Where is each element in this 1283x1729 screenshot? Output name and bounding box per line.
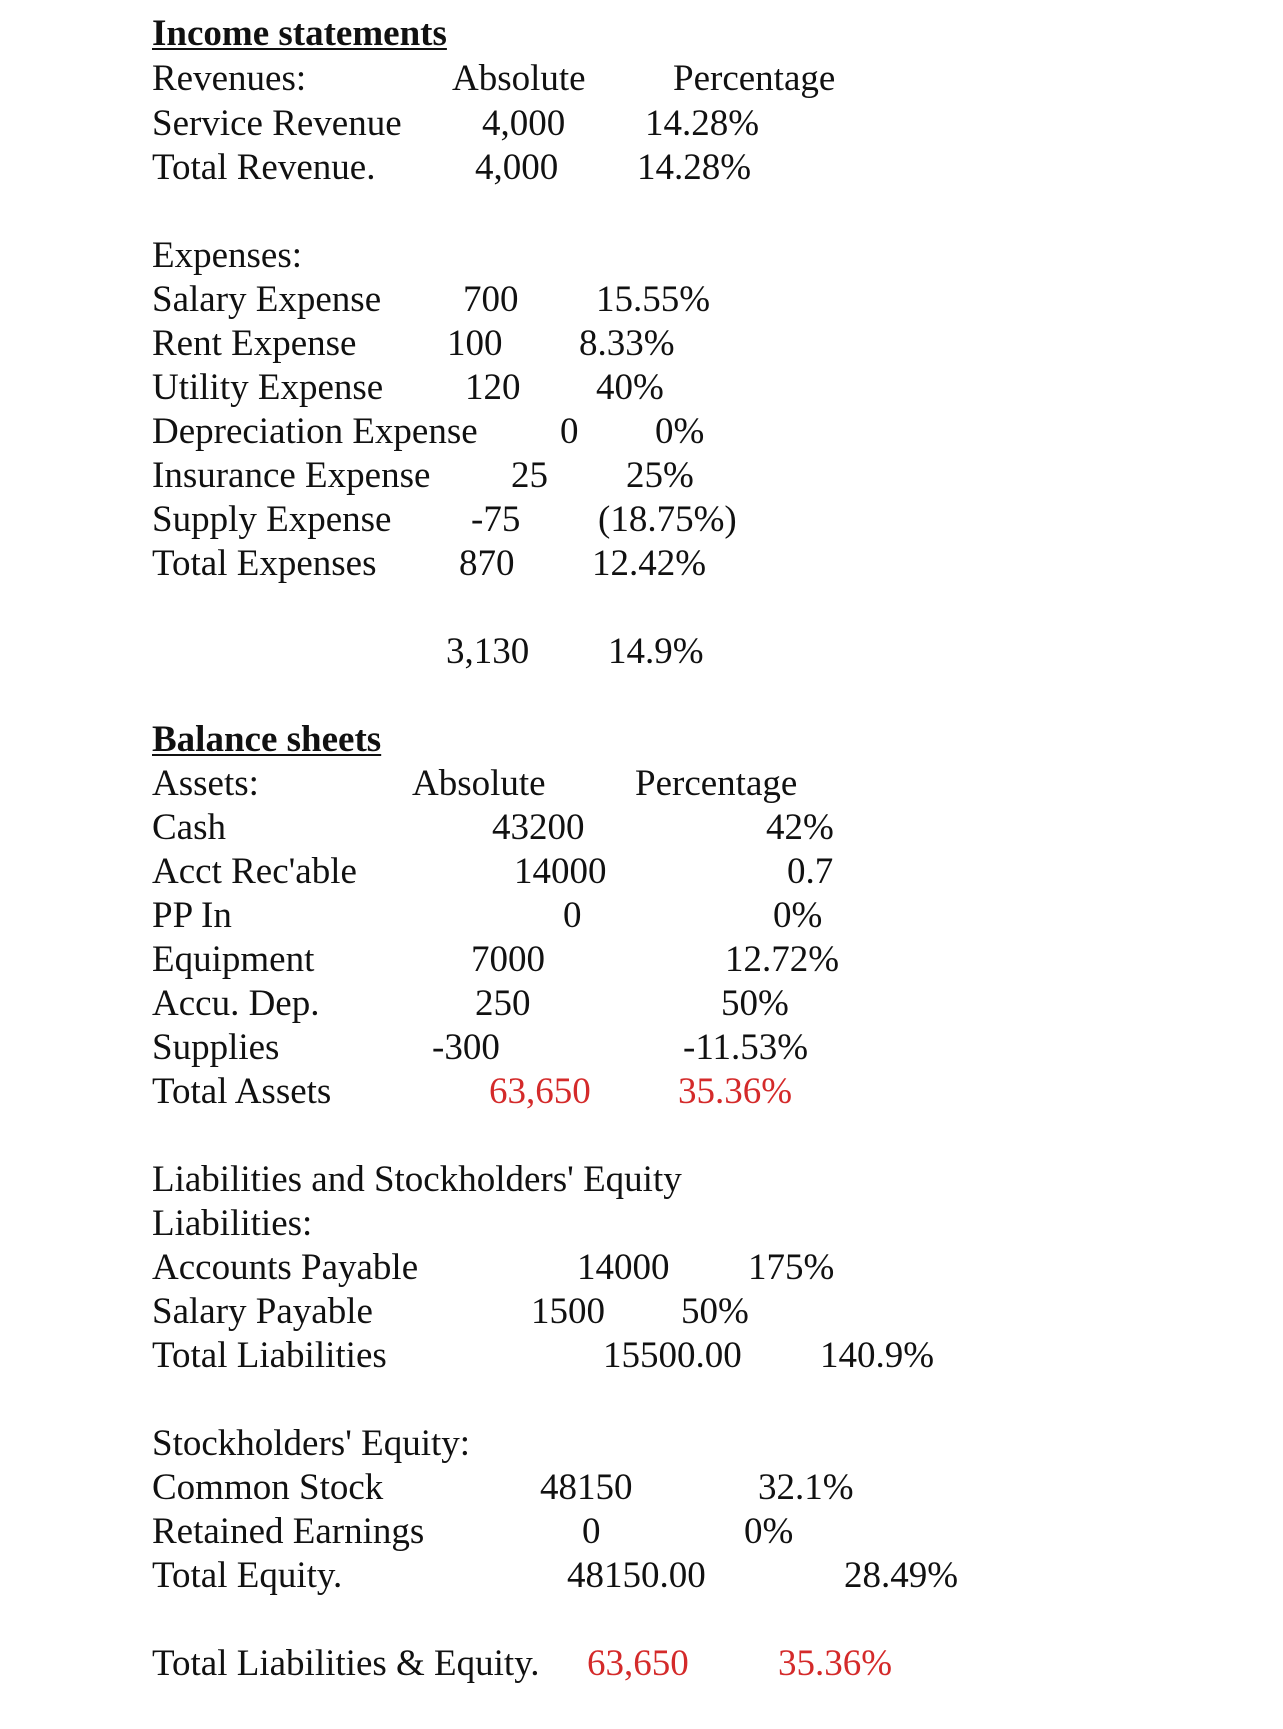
row-absolute-supplies: -300 — [432, 1027, 500, 1068]
row-absolute-total-revenue: 4,000 — [475, 147, 559, 188]
income-col-percentage-header: Percentage — [673, 58, 836, 99]
row-absolute-utility-expense: 120 — [465, 367, 521, 408]
row-absolute-salary-expense: 700 — [463, 279, 519, 320]
row-absolute-total-expenses: 870 — [459, 543, 515, 584]
row-percentage-rent-expense: 8.33% — [579, 323, 675, 364]
row-label-acct-receivable: Acct Rec'able — [152, 851, 357, 892]
row-absolute-retained-earnings: 0 — [582, 1511, 601, 1552]
row-absolute-acct-receivable: 14000 — [514, 851, 607, 892]
row-label-accounts-payable: Accounts Payable — [152, 1247, 419, 1288]
row-label-supply-expense: Supply Expense — [152, 499, 392, 540]
assets-label: Assets: — [152, 763, 259, 804]
row-absolute-common-stock: 48150 — [540, 1467, 633, 1508]
net-income-percentage: 14.9% — [608, 631, 704, 672]
row-percentage-total-equity: 28.49% — [844, 1555, 959, 1596]
stockholders-equity-label: Stockholders' Equity: — [152, 1423, 471, 1464]
row-percentage-cash: 42% — [766, 807, 834, 848]
balance-sheets-heading: Balance sheets — [152, 719, 382, 760]
row-absolute-pp-in: 0 — [563, 895, 582, 936]
row-absolute-total-liabilities: 15500.00 — [603, 1335, 742, 1376]
row-percentage-total-liabilities: 140.9% — [820, 1335, 935, 1376]
row-label-equipment: Equipment — [152, 939, 315, 980]
row-percentage-total-revenue: 14.28% — [637, 147, 752, 188]
income-col-absolute-header: Absolute — [452, 58, 586, 99]
row-percentage-accu-dep: 50% — [721, 983, 789, 1024]
row-percentage-retained-earnings: 0% — [744, 1511, 794, 1552]
row-absolute-salary-payable: 1500 — [531, 1291, 605, 1332]
row-percentage-acct-receivable: 0.7 — [787, 851, 834, 892]
balance-col-percentage-header: Percentage — [635, 763, 798, 804]
row-percentage-utility-expense: 40% — [596, 367, 664, 408]
balance-col-absolute-header: Absolute — [412, 763, 546, 804]
row-absolute-accounts-payable: 14000 — [577, 1247, 670, 1288]
revenues-label: Revenues: — [152, 58, 307, 99]
row-label-total-liabilities-equity: Total Liabilities & Equity. — [152, 1643, 540, 1684]
row-label-total-revenue: Total Revenue. — [152, 147, 376, 188]
row-absolute-insurance-expense: 25 — [511, 455, 548, 496]
row-label-supplies: Supplies — [152, 1027, 280, 1068]
row-percentage-depreciation-expense: 0% — [655, 411, 705, 452]
row-label-accu-dep: Accu. Dep. — [152, 983, 320, 1024]
row-label-rent-expense: Rent Expense — [152, 323, 357, 364]
row-percentage-equipment: 12.72% — [725, 939, 840, 980]
row-label-total-assets: Total Assets — [152, 1071, 332, 1112]
row-percentage-common-stock: 32.1% — [758, 1467, 854, 1508]
row-percentage-salary-expense: 15.55% — [596, 279, 711, 320]
row-percentage-supplies: -11.53% — [683, 1027, 809, 1068]
expenses-label: Expenses: — [152, 235, 303, 276]
row-absolute-supply-expense: -75 — [471, 499, 521, 540]
row-absolute-total-assets: 63,650 — [489, 1071, 591, 1112]
income-statements-heading: Income statements — [152, 13, 447, 54]
row-label-retained-earnings: Retained Earnings — [152, 1511, 425, 1552]
liabilities-equity-heading: Liabilities and Stockholders' Equity — [152, 1159, 682, 1200]
row-percentage-total-liabilities-equity: 35.36% — [778, 1643, 893, 1684]
row-absolute-cash: 43200 — [492, 807, 585, 848]
row-label-salary-expense: Salary Expense — [152, 279, 382, 320]
row-absolute-total-equity: 48150.00 — [567, 1555, 706, 1596]
row-percentage-accounts-payable: 175% — [748, 1247, 835, 1288]
row-label-total-expenses: Total Expenses — [152, 543, 377, 584]
row-absolute-accu-dep: 250 — [475, 983, 531, 1024]
row-absolute-rent-expense: 100 — [447, 323, 503, 364]
row-label-utility-expense: Utility Expense — [152, 367, 384, 408]
row-label-common-stock: Common Stock — [152, 1467, 384, 1508]
net-income-absolute: 3,130 — [446, 631, 530, 672]
row-label-cash: Cash — [152, 807, 226, 848]
row-label-depreciation-expense: Depreciation Expense — [152, 411, 478, 452]
row-percentage-supply-expense: (18.75%) — [598, 499, 737, 540]
row-label-service-revenue: Service Revenue — [152, 103, 402, 144]
row-percentage-insurance-expense: 25% — [626, 455, 694, 496]
row-absolute-total-liabilities-equity: 63,650 — [587, 1643, 689, 1684]
row-absolute-service-revenue: 4,000 — [482, 103, 566, 144]
row-percentage-total-expenses: 12.42% — [592, 543, 707, 584]
row-label-total-liabilities: Total Liabilities — [152, 1335, 387, 1376]
row-percentage-total-assets: 35.36% — [678, 1071, 793, 1112]
row-label-salary-payable: Salary Payable — [152, 1291, 373, 1332]
liabilities-label: Liabilities: — [152, 1203, 313, 1244]
row-percentage-service-revenue: 14.28% — [645, 103, 760, 144]
row-label-total-equity: Total Equity. — [152, 1555, 343, 1596]
row-percentage-pp-in: 0% — [773, 895, 823, 936]
row-label-pp-in: PP In — [152, 895, 232, 936]
row-percentage-salary-payable: 50% — [681, 1291, 749, 1332]
row-label-insurance-expense: Insurance Expense — [152, 455, 431, 496]
row-absolute-depreciation-expense: 0 — [560, 411, 579, 452]
row-absolute-equipment: 7000 — [471, 939, 545, 980]
